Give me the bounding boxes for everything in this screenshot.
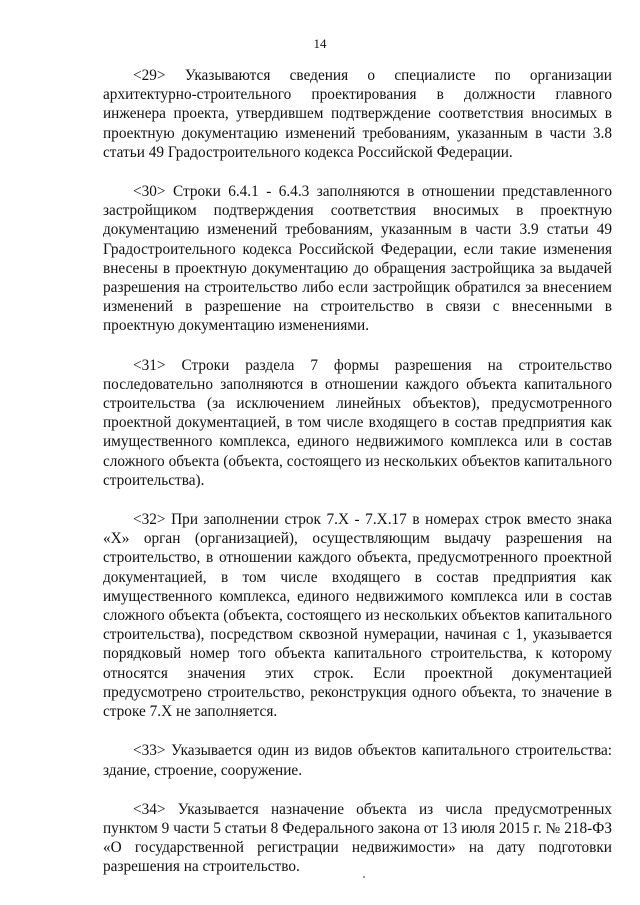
page-number: 14: [313, 36, 327, 51]
footnote-text: Указывается назначение объекта из числа предусмотренных пунктом 9 части 5 статьи 8 Федерального закона от 13 июля 2015 г. № 218-ФЗ «О государственной регистрации недвижимости» на дату подготовки разрешения на строительство.: [103, 800, 612, 876]
document-body: [103, 66, 612, 897]
footnote-30: [103, 182, 612, 336]
footnote-31: [103, 356, 612, 490]
scan-speck: [363, 876, 365, 878]
footnote-marker: <33>: [133, 742, 166, 760]
footnote-32: [103, 510, 612, 721]
footnote-marker: <32>: [133, 511, 166, 529]
footnote-34: [103, 800, 612, 877]
footnote-text: Строки раздела 7 формы разрешения на строительство последовательно заполняются в отношении каждого объекта капитального строительства (за исключением линейных объектов), предусмотренного проектной документацией, в том числе входящего в состав предприятия как имущественного комплекса, единого недвижимого комплекса или в состав сложного объекта (объекта, состоящего из нескольких объектов капитального строительства).: [103, 356, 612, 489]
footnote-text: Указывается один из видов объектов капитального строительства: здание, строение, сооружение.: [103, 742, 613, 779]
footnote-33: [103, 741, 612, 779]
footnote-marker: <29>: [133, 67, 166, 84]
footnote-marker: <30>: [133, 183, 166, 201]
footnote-text: Указываются сведения о специалисте по организации архитектурно-строительного проектирования в должности главного инженера проекта, утвердившем подтверждение соответствия вносимых в проектную документацию изменений требованиям, указанным в части 3.8 статьи 49 Градостроительного кодекса Российской Федерации.: [103, 67, 612, 161]
footnote-29: [103, 66, 612, 162]
footnote-text: При заполнении строк 7.X - 7.X.17 в номерах строк вместо знака «X» орган (организацией), осуществляющим выдачу разрешения на строительство, в отношении каждого объекта, предусмотренного проектной документацией, в том числе входящего в состав предприятия как имущественного комплекса, единого недвижимого комплекса или в состав сложного объекта (объекта, состоящего из нескольких объектов капитального строительства), посредством сквозной нумерации, начиная с 1, указывается порядковый номер того объекта капитального строительства, к которому относятся значения этих строк. Если проектной документацией предусмотрено строительство, реконструкция одного объекта, то значение в строке 7.X не заполняется.: [103, 511, 613, 721]
footnote-text: Строки 6.4.1 - 6.4.3 заполняются в отношении представленного застройщиком подтверждения соответствия вносимых в проектную документацию изменений требованиям, указанным в части 3.9 статьи 49 Градостроительного кодекса Российской Федерации, если такие изменения внесены в проектную документацию до обращения застройщика за выдачей разрешения на строительство либо если застройщик обратился за внесением изменений в разрешение на строительство в связи с внесенными в проектную документацию изменениями.: [103, 183, 612, 335]
footnote-marker: <34>: [133, 800, 166, 818]
footnote-marker: <31>: [133, 356, 166, 374]
